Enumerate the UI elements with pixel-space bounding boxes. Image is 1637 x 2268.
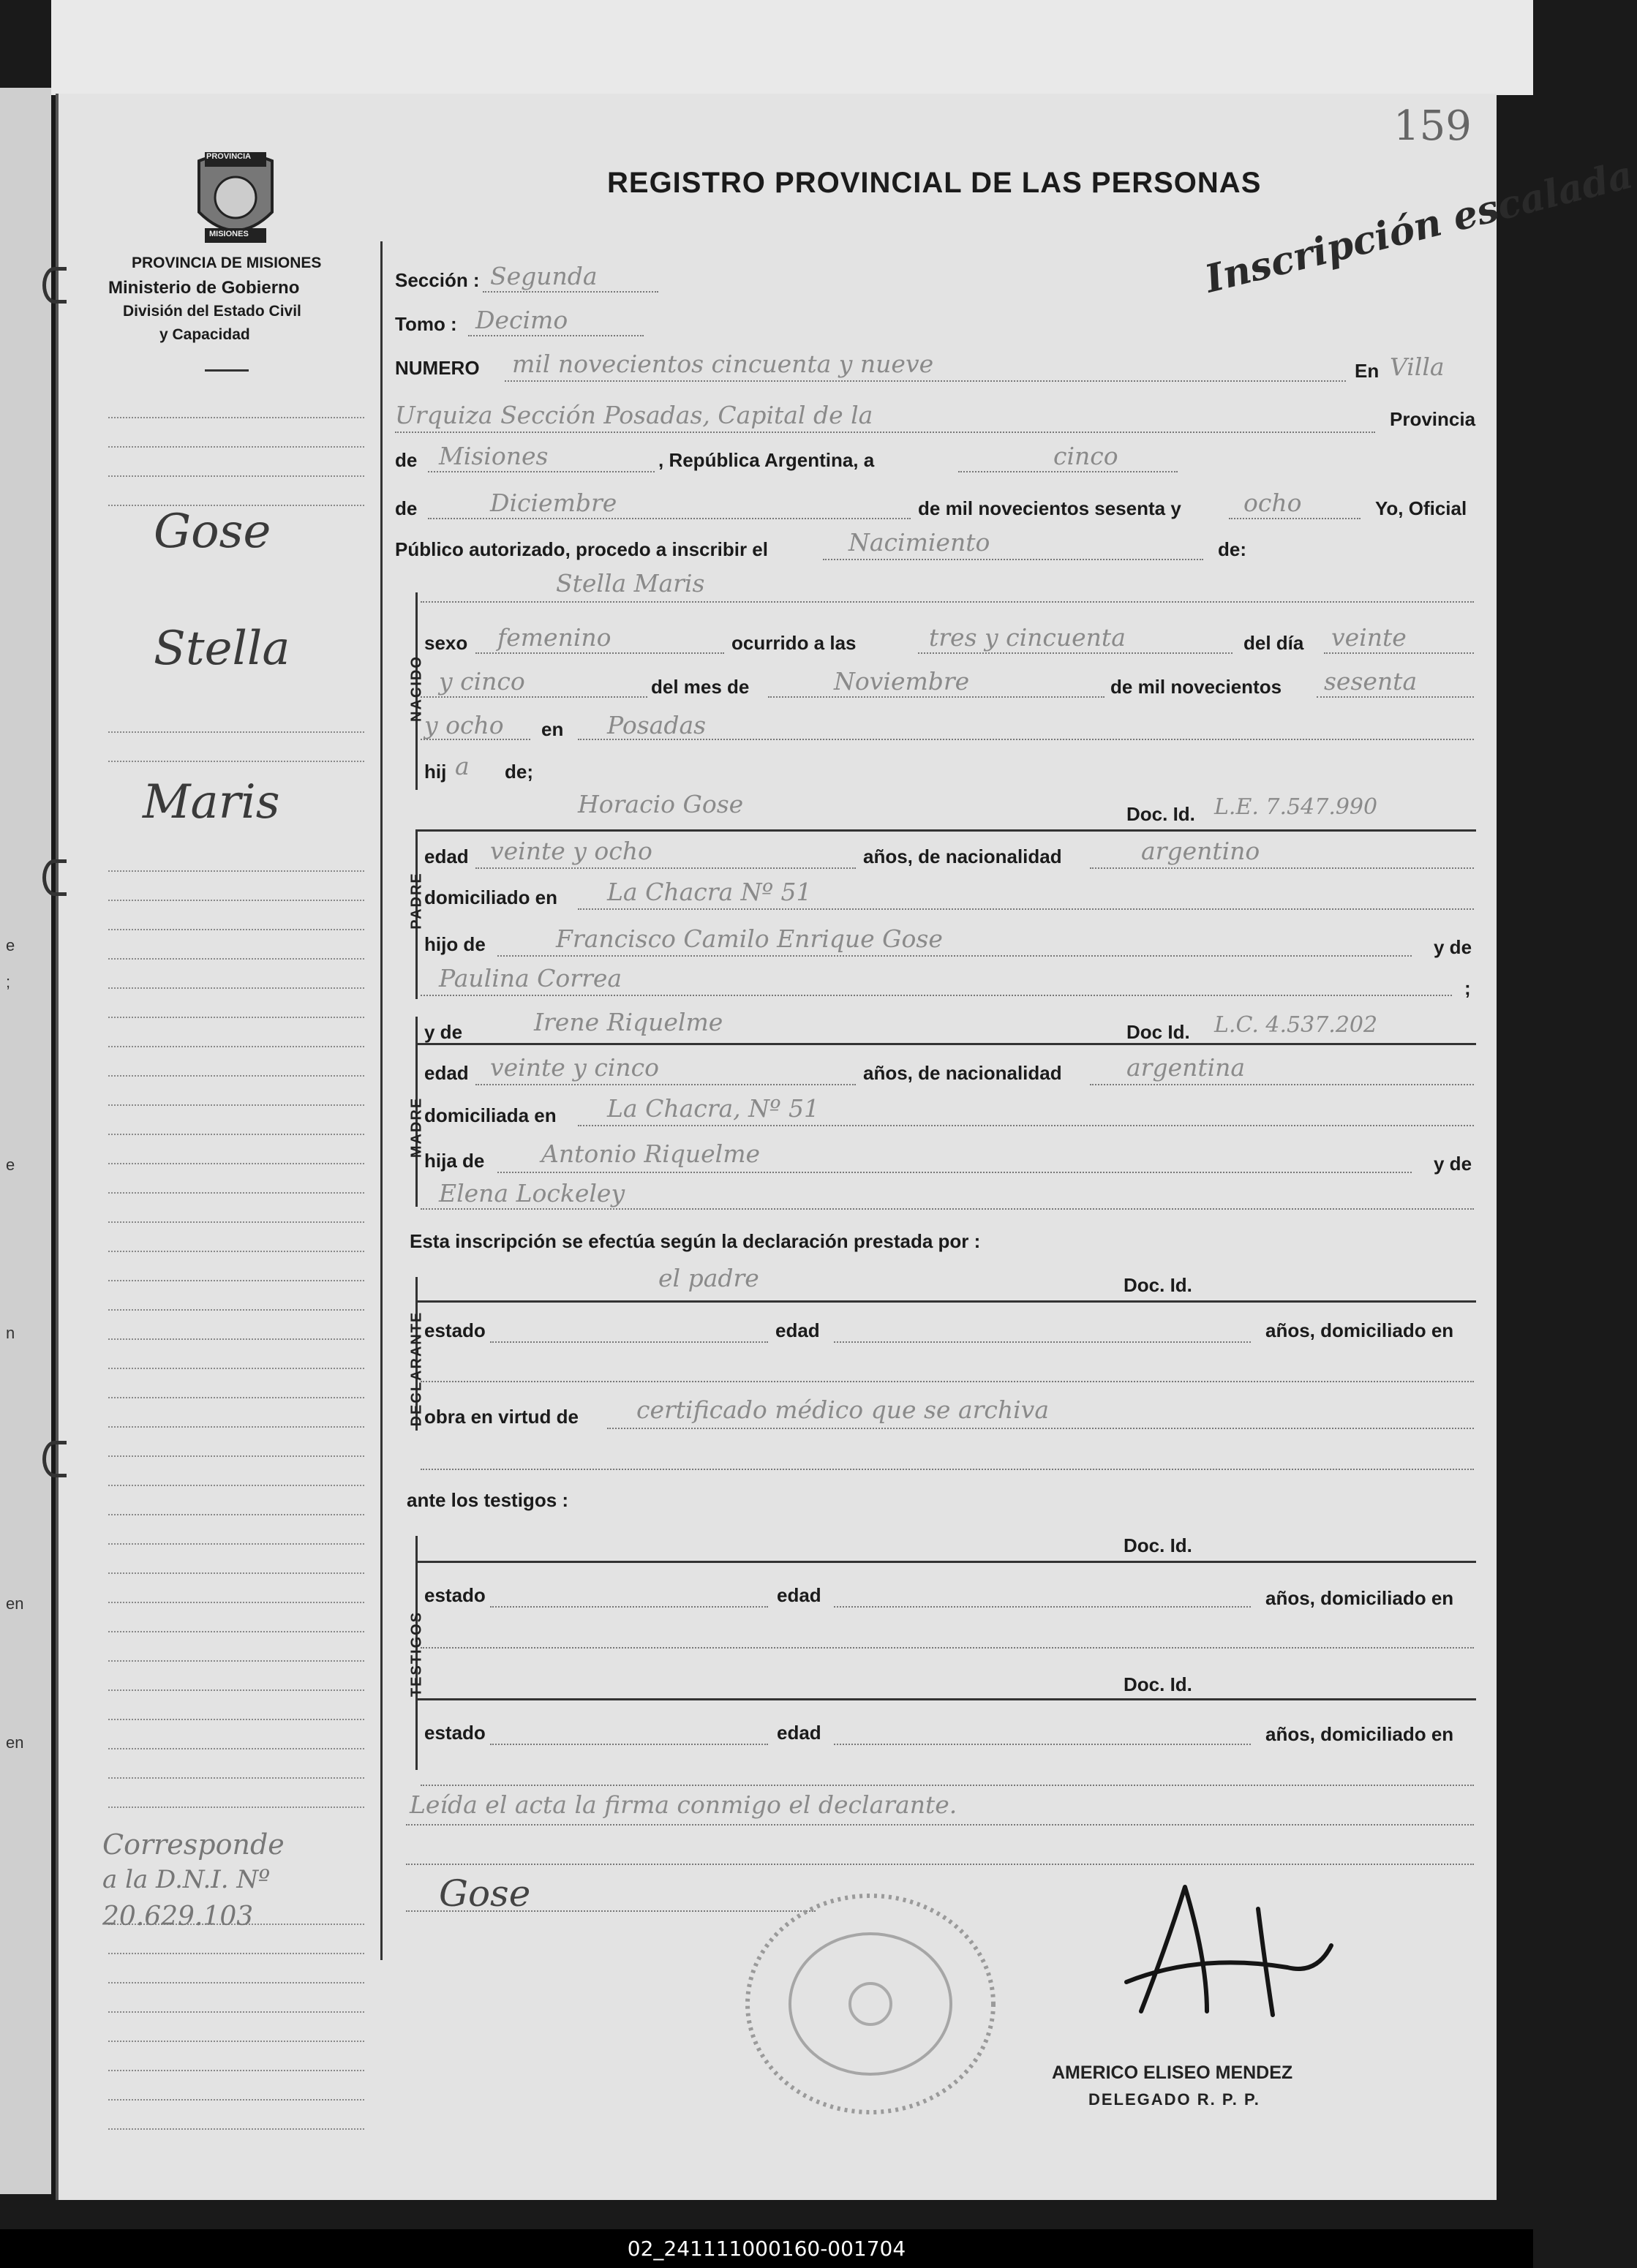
sidebar-corresponde: Corresponde: [102, 1828, 285, 1861]
fill-line: [421, 1381, 1474, 1382]
padre-dom-label: domiciliado en: [424, 886, 558, 908]
margin-line: [108, 1368, 364, 1369]
acto-value: Nacimiento: [848, 528, 990, 557]
del-dia-label: del día: [1243, 632, 1304, 654]
fill-line: [475, 867, 856, 869]
margin-line: [108, 2041, 364, 2042]
official-seal-icon: [739, 1887, 1002, 2121]
sidebar-name-1: Stella: [154, 622, 290, 676]
nacido-anio2-value: y ocho: [424, 711, 504, 739]
margin-line: [108, 1426, 364, 1428]
lugar-line-value: Urquiza Sección Posadas, Capital de la: [395, 401, 873, 429]
padre-semicolon: ;: [1464, 977, 1471, 999]
form-left-border: [380, 241, 383, 1960]
page-number: 159: [1393, 102, 1472, 150]
margin-line: [108, 987, 364, 989]
margin-line: [108, 1046, 364, 1047]
mil-label: de mil novecientos sesenta y: [918, 497, 1181, 519]
fill-line: [421, 739, 530, 740]
fill-line: [834, 1606, 1251, 1608]
margin-line: [108, 1075, 364, 1077]
sidebar-dni-label: a la D.N.I. Nº: [102, 1865, 271, 1894]
margin-line: [108, 1134, 364, 1135]
padre-madre-value: Paulina Correa: [439, 964, 622, 992]
hora-value: tres y cincuenta: [929, 623, 1126, 652]
declarante-estado-label: estado: [424, 1319, 486, 1341]
en-label: En: [1355, 360, 1380, 382]
dia2-value: y cinco: [439, 667, 525, 696]
margin-line: [108, 870, 364, 872]
margin-line: [108, 1719, 364, 1720]
testigo1-doc-label: Doc. Id.: [1124, 1534, 1192, 1556]
padre-yde-label: y de: [1434, 936, 1472, 958]
declarante-edad-label: edad: [775, 1319, 820, 1341]
testigo2-edad-label: edad: [777, 1722, 821, 1744]
fill-line: [421, 995, 1452, 996]
madre-madre-value: Elena Lockeley: [439, 1179, 625, 1208]
nacido-en-label: en: [541, 718, 564, 740]
escalada-stamp: Inscripción escalada: [1200, 152, 1637, 302]
margin-line: [108, 1251, 364, 1252]
fill-line: [1090, 1084, 1474, 1085]
ministry-name: Ministerio de Gobierno: [108, 278, 300, 298]
margin-line: [108, 1192, 364, 1194]
binder-ring: [42, 859, 67, 896]
margin-line: [108, 1602, 364, 1603]
nacido-mil-label: de mil novecientos: [1110, 676, 1282, 698]
de-label: de: [395, 449, 418, 471]
provincia-value: Misiones: [439, 442, 549, 470]
margin-line: [108, 2099, 364, 2101]
madre-nac-label: años, de nacionalidad: [863, 1062, 1062, 1084]
padre-padres-value: Francisco Camilo Enrique Gose: [556, 924, 943, 953]
fill-line: [421, 1208, 1474, 1210]
fill-line: [505, 380, 1346, 382]
fill-line: [490, 1341, 768, 1343]
fill-line: [421, 696, 647, 698]
padre-doc-value: L.E. 7.547.990: [1214, 794, 1378, 820]
de3-label: de:: [1218, 538, 1246, 560]
fill-line: [395, 432, 1375, 433]
margin-line: [108, 900, 364, 901]
left-page-fragment: e: [6, 936, 15, 954]
sidebar-name-2: Maris: [143, 775, 280, 829]
padre-doc-label: Doc. Id.: [1126, 803, 1195, 825]
provincia-label: Provincia: [1390, 408, 1476, 430]
dia-value: veinte: [1331, 623, 1407, 652]
hijo-de-label: de;: [505, 761, 533, 783]
margin-line: [108, 1017, 364, 1018]
publico-label: Público autorizado, procedo a inscribir el: [395, 538, 768, 560]
leida-acta: Leída el acta la firma conmigo el declarante.: [410, 1790, 957, 1819]
madre-edad-label: edad: [424, 1062, 469, 1084]
margin-line: [108, 2128, 364, 2130]
binder-ring: [42, 1441, 67, 1477]
madre-section-label: MADRE: [408, 1096, 425, 1159]
padre-section-label: PADRE: [408, 872, 425, 930]
testigo1-anios-label: años, domiciliado en: [1265, 1587, 1454, 1609]
sidebar-surname: Gose: [154, 505, 271, 559]
fill-line: [768, 696, 1104, 698]
declarante-section-label: DECLARANTE: [408, 1311, 425, 1427]
fill-line: [406, 1824, 1474, 1826]
mes-value: Diciembre: [490, 489, 617, 517]
numero-label: NUMERO: [395, 357, 480, 379]
fill-line: [428, 471, 655, 472]
margin-line: [108, 475, 364, 477]
fill-line: [497, 1172, 1412, 1173]
fill-line: [421, 1785, 1474, 1786]
declarante-signature: Gose: [439, 1872, 531, 1915]
margin-line: [108, 958, 364, 960]
anio-value: ocho: [1243, 489, 1302, 517]
fill-line: [918, 652, 1233, 654]
testigo1-edad-label: edad: [777, 1584, 821, 1606]
margin-line: [108, 1338, 364, 1340]
margin-line: [108, 1631, 364, 1632]
dia-value: cinco: [1053, 442, 1118, 470]
fill-line: [421, 1647, 1474, 1649]
nacido-mes-value: Noviembre: [834, 667, 970, 696]
declaracion-intro: Esta inscripción se efectúa según la declaración prestada por :: [410, 1230, 981, 1252]
testigos-section-label: TESTIGOS: [408, 1610, 425, 1698]
declarante-nombre-value: el padre: [658, 1264, 759, 1292]
testigo2-doc-label: Doc. Id.: [1124, 1673, 1192, 1695]
margin-line: [108, 929, 364, 930]
en-value: Villa: [1390, 353, 1445, 381]
declarante-rule: [415, 1300, 1476, 1303]
margin-line: [108, 1397, 364, 1398]
margin-line: [108, 2070, 364, 2071]
sidebar-divider: [205, 369, 249, 372]
register-title: REGISTRO PROVINCIAL DE LAS PERSONAS: [607, 167, 1262, 199]
padre-nombre-value: Horacio Gose: [578, 790, 744, 818]
margin-line: [108, 1163, 364, 1164]
margin-line: [108, 1660, 364, 1662]
fill-line: [490, 1606, 768, 1608]
padre-nac-value: argentino: [1141, 837, 1260, 865]
seccion-label: Sección :: [395, 269, 480, 291]
fill-line: [475, 1084, 856, 1085]
tomo-value: Decimo: [475, 306, 568, 334]
madre-nombre-value: Irene Riquelme: [534, 1008, 723, 1036]
testigo2-rule: [415, 1698, 1476, 1700]
tomo-label: Tomo :: [395, 313, 457, 335]
margin-line: [108, 761, 364, 762]
margin-line: [108, 1807, 364, 1808]
official-name: AMERICO ELISEO MENDEZ: [1052, 2062, 1293, 2083]
left-page-fragment: e: [6, 1156, 15, 1174]
margin-line: [108, 1543, 364, 1545]
margin-line: [108, 446, 364, 448]
official-title: DELEGADO R. P. P.: [1088, 2090, 1260, 2109]
logo-top-text: PROVINCIA: [206, 152, 252, 161]
fill-line: [1324, 652, 1474, 654]
left-page-fragment: en: [6, 1594, 24, 1613]
margin-line: [108, 417, 364, 418]
numero-value: mil novecientos cincuenta y nueve: [512, 350, 934, 378]
fill-line: [483, 291, 658, 293]
sexo-label: sexo: [424, 632, 468, 654]
del-mes-label: del mes de: [651, 676, 750, 698]
madre-yde2-label: y de: [1434, 1153, 1472, 1175]
province-name: PROVINCIA DE MISIONES: [132, 255, 322, 271]
capacity-name: y Capacidad: [159, 326, 250, 343]
fill-line: [475, 652, 724, 654]
padre-rule: [415, 829, 1476, 832]
testigos-intro: ante los testigos :: [407, 1489, 569, 1511]
margin-line: [108, 1455, 364, 1457]
madre-doc-value: L.C. 4.537.202: [1214, 1012, 1378, 1038]
margin-line: [108, 1748, 364, 1749]
margin-line: [108, 1777, 364, 1779]
fill-line: [578, 908, 1474, 910]
fill-line: [1317, 696, 1474, 698]
testigo2-anios-label: años, domiciliado en: [1265, 1723, 1454, 1745]
padre-nac-label: años, de nacionalidad: [863, 845, 1062, 867]
nacido-section-label: NACIDO: [408, 655, 425, 722]
left-page-fragment: ;: [6, 973, 11, 991]
margin-line: [108, 1514, 364, 1515]
sexo-value: femenino: [497, 623, 611, 652]
obra-value: certificado médico que se archiva: [636, 1395, 1049, 1424]
madre-nac-value: argentina: [1126, 1053, 1246, 1082]
margin-line: [108, 731, 364, 733]
margin-line: [108, 1953, 364, 1954]
testigo1-rule: [415, 1561, 1476, 1563]
margin-line: [108, 1982, 364, 1983]
hijo-label: hij: [424, 761, 447, 783]
oficial-label: Yo, Oficial: [1375, 497, 1467, 519]
margin-line: [108, 1221, 364, 1223]
fill-line: [834, 1744, 1251, 1745]
division-name: División del Estado Civil: [123, 303, 301, 320]
left-page-fragment: en: [6, 1733, 24, 1752]
testigo1-estado-label: estado: [424, 1584, 486, 1606]
official-signature-icon: [1097, 1858, 1361, 2041]
hijo-suffix: a: [455, 752, 470, 780]
madre-yde-label: y de: [424, 1021, 463, 1043]
margin-line: [108, 1572, 364, 1574]
fill-line: [958, 471, 1178, 472]
nacido-nombre-value: Stella Maris: [556, 569, 705, 598]
fill-line: [421, 1469, 1474, 1470]
padre-edad-label: edad: [424, 845, 469, 867]
madre-dom-value: La Chacra, Nº 51: [607, 1094, 820, 1123]
madre-dom-label: domiciliada en: [424, 1104, 557, 1126]
madre-rule: [415, 1043, 1476, 1045]
fill-line: [834, 1341, 1251, 1343]
madre-edad-value: veinte y cinco: [490, 1053, 660, 1082]
margin-line: [108, 2011, 364, 2013]
fill-line: [428, 518, 911, 519]
fill-line: [1229, 518, 1361, 519]
testigo2-estado-label: estado: [424, 1722, 486, 1744]
padre-edad-value: veinte y ocho: [490, 837, 652, 865]
margin-line: [108, 1104, 364, 1106]
scan-caption: 02_241111000160-001704: [0, 2229, 1533, 2268]
margin-line: [108, 1309, 364, 1311]
ocurrido-label: ocurrido a las: [731, 632, 857, 654]
madre-hija-label: hija de: [424, 1150, 485, 1172]
obra-label: obra en virtud de: [424, 1406, 579, 1428]
fill-line: [1090, 867, 1474, 869]
fill-line: [578, 739, 1474, 740]
fill-line: [823, 559, 1203, 560]
declarante-doc-label: Doc. Id.: [1124, 1274, 1192, 1296]
margin-line: [108, 1485, 364, 1486]
fill-line: [421, 601, 1474, 603]
logo-bottom-text: MISIONES: [209, 230, 249, 238]
republica-label: , República Argentina, a: [658, 449, 875, 471]
fill-line: [497, 955, 1412, 957]
seccion-value: Segunda: [490, 262, 598, 290]
declarante-anios-label: años, domiciliado en: [1265, 1319, 1454, 1341]
nacido-lugar-value: Posadas: [607, 711, 707, 739]
margin-line: [108, 1280, 364, 1281]
binder-ring: [42, 267, 67, 304]
fill-line: [607, 1428, 1474, 1429]
left-page-fragment: n: [6, 1324, 15, 1342]
madre-padres-value: Antonio Riquelme: [541, 1139, 761, 1168]
fill-line: [578, 1125, 1474, 1126]
left-page-edge: [0, 88, 51, 2194]
padre-hijo-label: hijo de: [424, 933, 486, 955]
nacido-anio-value: sesenta: [1324, 667, 1418, 696]
fill-line: [468, 335, 644, 336]
margin-line: [108, 1689, 364, 1691]
madre-doc-label: Doc Id.: [1126, 1021, 1190, 1043]
scan-background: [51, 0, 1533, 95]
padre-dom-value: La Chacra Nº 51: [607, 878, 812, 906]
fill-line: [490, 1744, 768, 1745]
sidebar-dni: 20.629.103: [102, 1902, 254, 1932]
de2-label: de: [395, 497, 418, 519]
